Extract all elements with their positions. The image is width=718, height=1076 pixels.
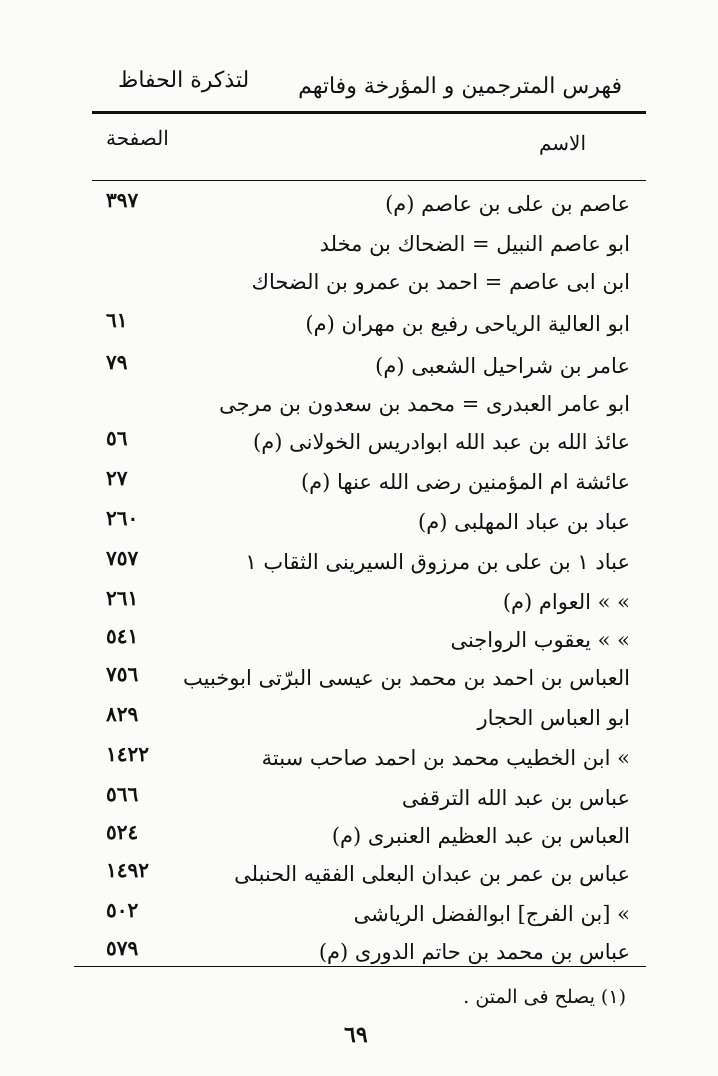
entry-name: العباس بن عبد العظيم العنبرى (م)	[331, 824, 630, 848]
entry-name: عاصم بن على بن عاصم (م)	[385, 192, 630, 216]
entry-page-number: ٥٠٢	[106, 898, 139, 922]
entry-page-number: ٧٩	[106, 350, 128, 374]
entry-name: ابن ابى عاصم = احمد بن عمرو بن الضحاك	[251, 270, 630, 294]
entry-page-number: ٧٥٧	[106, 546, 139, 570]
entry-name: عباس بن عبد الله الترقفى	[401, 786, 630, 810]
entry-page-number: ٣٩٧	[106, 188, 139, 212]
entry-page-number: ٥٦٦	[106, 782, 139, 806]
entry-name: عائشة ام المؤمنين رضى الله عنها (م)	[300, 470, 630, 494]
entry-page-number: ١٤٩٢	[106, 858, 149, 882]
entry-name: عباد ١ بن على بن مرزوق السيرينى الثقاب ١	[245, 550, 630, 574]
entry-name: » [بن الفرج] ابوالفضل الرياشى	[353, 902, 630, 926]
entry-page-number: ٦١	[106, 308, 128, 332]
entry-page-number: ٥٤١	[106, 624, 139, 648]
name-column-header: الاسم	[538, 131, 586, 155]
entry-name: » » يعقوب الرواجنى	[450, 628, 630, 652]
entry-page-number: ٨٢٩	[106, 702, 139, 726]
entry-page-number: ١٤٢٢	[106, 742, 149, 766]
entry-page-number: ٥٢٤	[106, 820, 139, 844]
entry-name: عائذ الله بن عبد الله ابوادريس الخولانى (م)	[253, 430, 630, 454]
footnote-rule	[74, 966, 646, 967]
entry-name: » ابن الخطيب محمد بن احمد صاحب سبتة	[261, 746, 630, 770]
footnote: (١) يصلح فى المتن .	[463, 986, 626, 1008]
entry-page-number: ٥٦	[106, 426, 128, 450]
page-column-header: الصفحة	[106, 126, 169, 150]
header-rule	[92, 111, 646, 114]
entry-name: » » العوام (م)	[502, 590, 630, 614]
running-title: فهرس المترجمين و المؤرخة وفاتهم	[298, 74, 622, 99]
entry-name: ابو عاصم النبيل = الضحاك بن مخلد	[319, 232, 630, 256]
entry-name: ابو العالية الرياحى رفيع بن مهران (م)	[305, 312, 630, 336]
entry-page-number: ٢٦١	[106, 586, 139, 610]
entry-name: عامر بن شراحيل الشعبى (م)	[375, 354, 630, 378]
column-header-rule	[92, 180, 646, 181]
entry-page-number: ٧٥٦	[106, 662, 139, 686]
entry-page-number: ٥٧٩	[106, 936, 139, 960]
running-title-left: لتذكرة الحفاظ	[118, 68, 250, 93]
entry-name: ابو عامر العبدرى = محمد بن سعدون بن مرجى	[219, 392, 630, 416]
entry-name: العباس بن احمد بن محمد بن عيسى البرّتى ابوخبيب	[183, 666, 630, 690]
page-number: ٦٩	[344, 1022, 368, 1048]
entry-name: عباس بن عمر بن عبدان البعلى الفقيه الحنبلى	[234, 862, 630, 886]
entry-name: ابو العباس الحجار	[477, 706, 630, 730]
entry-name: عباد بن عباد المهلبى (م)	[418, 510, 630, 534]
entry-name: عباس بن محمد بن حاتم الدورى (م)	[318, 940, 630, 964]
entry-page-number: ٢٧	[106, 466, 128, 490]
entry-page-number: ٢٦٠	[106, 506, 139, 530]
